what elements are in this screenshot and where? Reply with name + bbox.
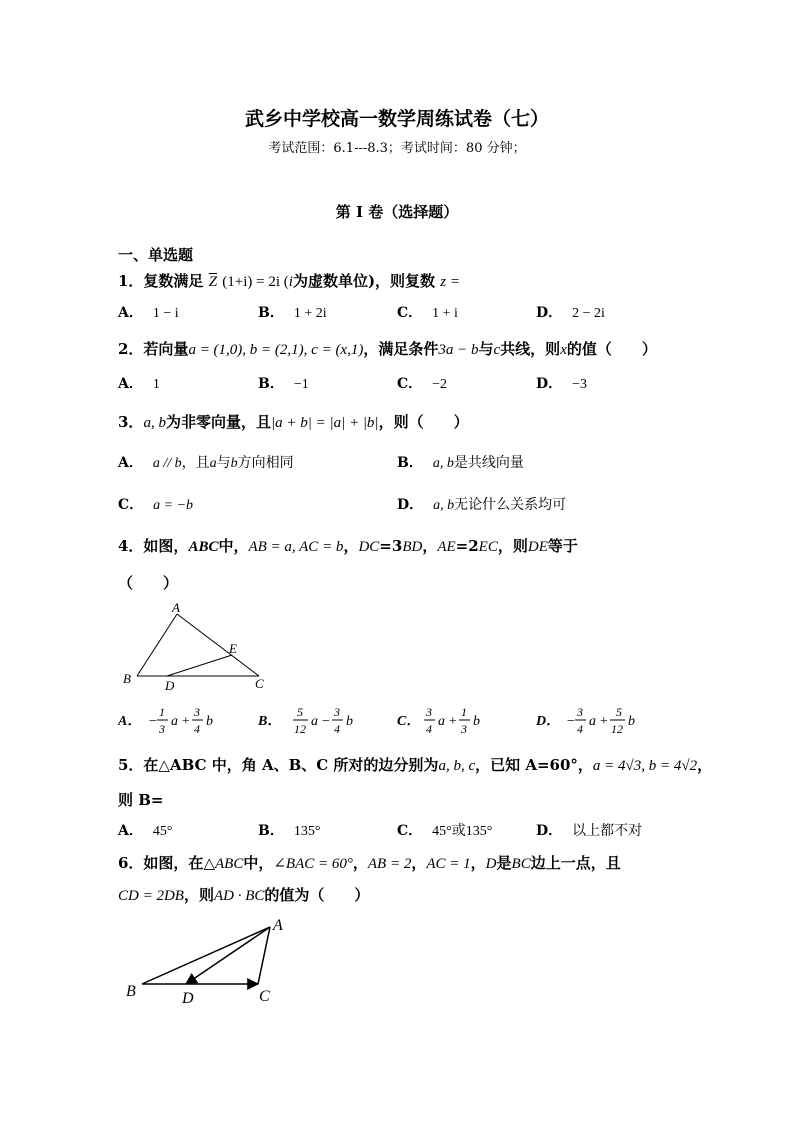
option-letter: B． [258, 823, 284, 839]
option-letter: C． [397, 714, 421, 729]
q2-text-e: 与 [478, 340, 494, 358]
q6-text-q: 的值为（ ） [264, 886, 370, 904]
q6-ab: AB = 2 [367, 856, 412, 872]
exam-subtitle: 考试范围：6.1---8.3；考试时间：80 分钟； [268, 141, 526, 156]
option-letter: C． [397, 305, 423, 321]
option-letter: D． [536, 305, 563, 321]
q4-text-k: =2 [455, 537, 479, 555]
option-letter: B． [397, 455, 423, 471]
q2-text-i: 的值（ ） [566, 340, 657, 358]
frac-var-1: a [311, 714, 318, 729]
option-letter: B． [258, 714, 282, 729]
q4-label-a: A [172, 600, 180, 615]
q2-text-g: 共线，则 [500, 340, 561, 358]
option-value: −2 [432, 377, 448, 392]
q4-ae: AE [437, 539, 456, 555]
q6-d: D [485, 856, 497, 872]
frac-var-2: b [473, 714, 480, 729]
q6-text-m: 边上一点，且 [530, 854, 621, 872]
frac-num-1: 5 [297, 705, 303, 719]
q4-seg-de [167, 655, 232, 676]
option-letter: C． [397, 376, 423, 392]
frac-num-2: 3 [194, 705, 200, 719]
q4-seg-ab [137, 614, 177, 676]
q4-label-d: D [165, 678, 175, 693]
q5-option-c[interactable] [397, 820, 492, 840]
q4-label-c: C [255, 676, 264, 691]
q1-option-a[interactable] [118, 302, 179, 322]
q6-text-g: ， [411, 854, 427, 872]
q2-c: c [493, 342, 501, 358]
q5-option-a[interactable] [118, 820, 172, 840]
q4-option-a[interactable] [118, 705, 213, 736]
frac-sign-2: − [321, 714, 331, 729]
question-4 [118, 535, 578, 556]
q2-option-d[interactable] [536, 373, 587, 393]
question-3 [118, 411, 469, 432]
frac-den-2: 4 [334, 722, 340, 736]
q6-triangle: △ABC [203, 856, 244, 872]
q4-label-e: E [229, 641, 237, 656]
q4-paren: （ ） [118, 574, 179, 592]
option-letter: D． [397, 497, 424, 513]
q2-text-a: 2．若向量 [118, 340, 189, 358]
q4-de: DE [527, 539, 548, 555]
frac-den-1: 12 [294, 722, 306, 736]
q3-option-a[interactable] [118, 452, 294, 472]
q1-text-a: 1．复数满足 [118, 272, 204, 290]
q3-opt-a1: a // b [152, 456, 182, 471]
option-value: −1 [293, 377, 309, 392]
q1-option-d[interactable] [536, 302, 605, 322]
q4-text-m: ，则 [497, 537, 528, 555]
q3-option-b[interactable] [397, 452, 524, 472]
question-6 [118, 852, 621, 873]
option-letter: A． [118, 455, 143, 471]
option-letter: D． [536, 714, 561, 729]
option-value: 1 − i [152, 306, 179, 321]
option-value: 1 + i [432, 306, 458, 321]
q3-option-d[interactable] [397, 494, 566, 514]
option-letter: A． [118, 376, 143, 392]
frac-var-1: a [438, 714, 445, 729]
q1-conj-z: $\overline{Z}$ [208, 274, 218, 290]
q3-text-c: 为非零向量，且 [165, 413, 271, 431]
q6-angle: ∠BAC = 60° [273, 856, 353, 872]
option-value: 45°或135° [432, 824, 493, 839]
q2-option-b[interactable] [258, 373, 309, 393]
q6-text-a: 6．如图，在 [118, 854, 204, 872]
q2-x: x [560, 342, 567, 358]
frac-var-2: b [628, 714, 635, 729]
q6-label-a: A [273, 917, 283, 934]
q4-triangle-figure [115, 598, 275, 693]
q3-opt-a5: b [230, 456, 238, 471]
q1-z: z = [440, 274, 460, 290]
frac-num-1: 3 [577, 705, 583, 719]
q6-label-d: D [182, 990, 194, 1007]
q4-text-o: 等于 [547, 537, 578, 555]
q3-text-a: 3． [118, 413, 144, 431]
q6-text-k: 是 [496, 854, 512, 872]
question-2 [118, 338, 657, 359]
q6-bc: BC [511, 856, 531, 872]
option-value: 45° [152, 824, 173, 839]
q5-text-a: 5．在△ABC 中，角 A、B、C 所对的边分别为 [118, 756, 439, 774]
q2-text-c: ，满足条件 [363, 340, 439, 358]
q4-option-d[interactable] [535, 705, 635, 736]
q2-vectors: a = (1,0), b = (2,1), c = (x,1) [188, 342, 364, 358]
frac-var-1: a [171, 714, 178, 729]
frac-den-1: 4 [426, 722, 432, 736]
q1-option-c[interactable] [397, 302, 458, 322]
q6-dot: AD · BC [213, 888, 265, 904]
frac-num-2: 1 [461, 705, 467, 719]
q5-ask: 则 B= [118, 791, 164, 809]
q4-text-e: ， [343, 537, 359, 555]
frac-num-2: 5 [616, 705, 622, 719]
exam-title: 武乡中学校高一数学周练试卷（七） [244, 108, 549, 130]
q6-text-i: ， [470, 854, 486, 872]
q4-ab-ac: AB = a, AC = b [248, 539, 344, 555]
frac-num-2: 3 [334, 705, 340, 719]
option-letter: D． [536, 376, 563, 392]
q6-triangle-figure [122, 912, 297, 1007]
q3-opt-a6: 方向相同 [237, 455, 294, 471]
frac-sign-2: + [181, 714, 191, 729]
q1-text-e: 为虚数单位)，则复数 [292, 272, 436, 290]
q4-ec: EC [478, 539, 498, 555]
frac-var-1: a [589, 714, 596, 729]
volume-heading: 第 I 卷（选择题） [335, 203, 459, 221]
q3-opt-b2: 是共线向量 [453, 455, 524, 471]
q6-ac: AC = 1 [426, 856, 471, 872]
q4-option-b[interactable] [257, 705, 353, 736]
q3-ab: a, b [143, 415, 166, 431]
frac-sign-2: + [599, 714, 609, 729]
question-5 [118, 754, 712, 775]
frac-num-1: 1 [159, 705, 165, 719]
option-letter: C． [397, 823, 423, 839]
frac-den-1: 3 [159, 722, 165, 736]
q4-abc: ABC [188, 539, 219, 555]
q3-opt-a2: ，且 [181, 455, 210, 471]
q4-seg-ac [177, 614, 259, 676]
q5-ab-values: a = 4√3, b = 4√2 [592, 758, 698, 774]
option-letter: A． [118, 714, 142, 729]
q4-bd: BD [402, 539, 423, 555]
q6-text-o: ，则 [183, 886, 214, 904]
frac-sign-2: + [448, 714, 458, 729]
q6-seg-ab [142, 927, 270, 984]
q3-text-e: ，则（ ） [378, 413, 469, 431]
option-letter: D． [536, 823, 563, 839]
q2-option-a[interactable] [118, 373, 160, 393]
frac-var-2: b [206, 714, 213, 729]
q6-text-e: ， [352, 854, 368, 872]
q3-opt-a3: a [209, 456, 217, 471]
q3-opt-b1: a, b [432, 456, 454, 471]
option-value: 2 − 2i [572, 306, 605, 321]
q6-seg-ad [186, 927, 270, 984]
q6-seg-ac [258, 927, 270, 984]
q3-opt-d1: a, b [433, 498, 455, 513]
question-1 [118, 270, 460, 291]
question-6-line2 [118, 884, 369, 905]
q3-option-c[interactable] [118, 494, 193, 514]
q6-cd-db: CD = 2DB [118, 888, 184, 904]
option-letter: A． [118, 823, 143, 839]
q4-label-b: B [123, 671, 131, 686]
q4-option-c[interactable] [397, 705, 480, 736]
q3-abs: |a + b| = |a| + |b| [270, 415, 379, 431]
q3-opt-a4: 与 [216, 455, 231, 471]
frac-den-2: 12 [611, 722, 623, 736]
q4-text-i: ， [422, 537, 438, 555]
section-heading: 一、单选题 [118, 246, 194, 264]
option-value: 以上都不对 [572, 823, 643, 839]
option-letter: A． [118, 305, 143, 321]
frac-sign-1: − [566, 714, 576, 729]
frac-sign-1: − [148, 714, 158, 729]
frac-den-2: 3 [461, 722, 467, 736]
frac-den-1: 4 [577, 722, 583, 736]
q3-opt-c1: a = −b [153, 498, 194, 513]
q5-text-e: ， [697, 756, 713, 774]
q4-options [118, 700, 678, 742]
frac-var-2: b [346, 714, 353, 729]
q5-text-c: ，已知 A=60°， [475, 756, 593, 774]
option-letter: B． [258, 305, 284, 321]
q4-text-g: =3 [379, 537, 403, 555]
q2-option-c[interactable] [397, 373, 447, 393]
q1-option-b[interactable] [258, 302, 327, 322]
q4-text-c: 中， [218, 537, 249, 555]
q1-eq: (1+i) = 2i ( [222, 274, 289, 290]
q3-opt-d2: 无论什么关系均可 [454, 497, 567, 513]
q5-option-d[interactable] [536, 820, 642, 840]
option-letter: B． [258, 376, 284, 392]
q4-text-a: 4．如图， [118, 537, 189, 555]
option-letter: C． [118, 497, 144, 513]
q1-i: i [288, 274, 293, 290]
frac-den-2: 4 [194, 722, 200, 736]
q6-text-c: 中， [243, 854, 274, 872]
q4-dc: DC [358, 539, 380, 555]
q6-label-b: B [126, 983, 136, 1000]
frac-num-1: 3 [426, 705, 432, 719]
option-value: 1 [152, 377, 160, 392]
option-value: 1 + 2i [293, 306, 327, 321]
option-value: −3 [572, 377, 588, 392]
option-value: 135° [293, 824, 321, 839]
q2-combo: 3a − b [438, 342, 479, 358]
q5-option-b[interactable] [258, 820, 320, 840]
q5-abc: a, b, c [438, 758, 476, 774]
q6-label-c: C [259, 988, 270, 1005]
